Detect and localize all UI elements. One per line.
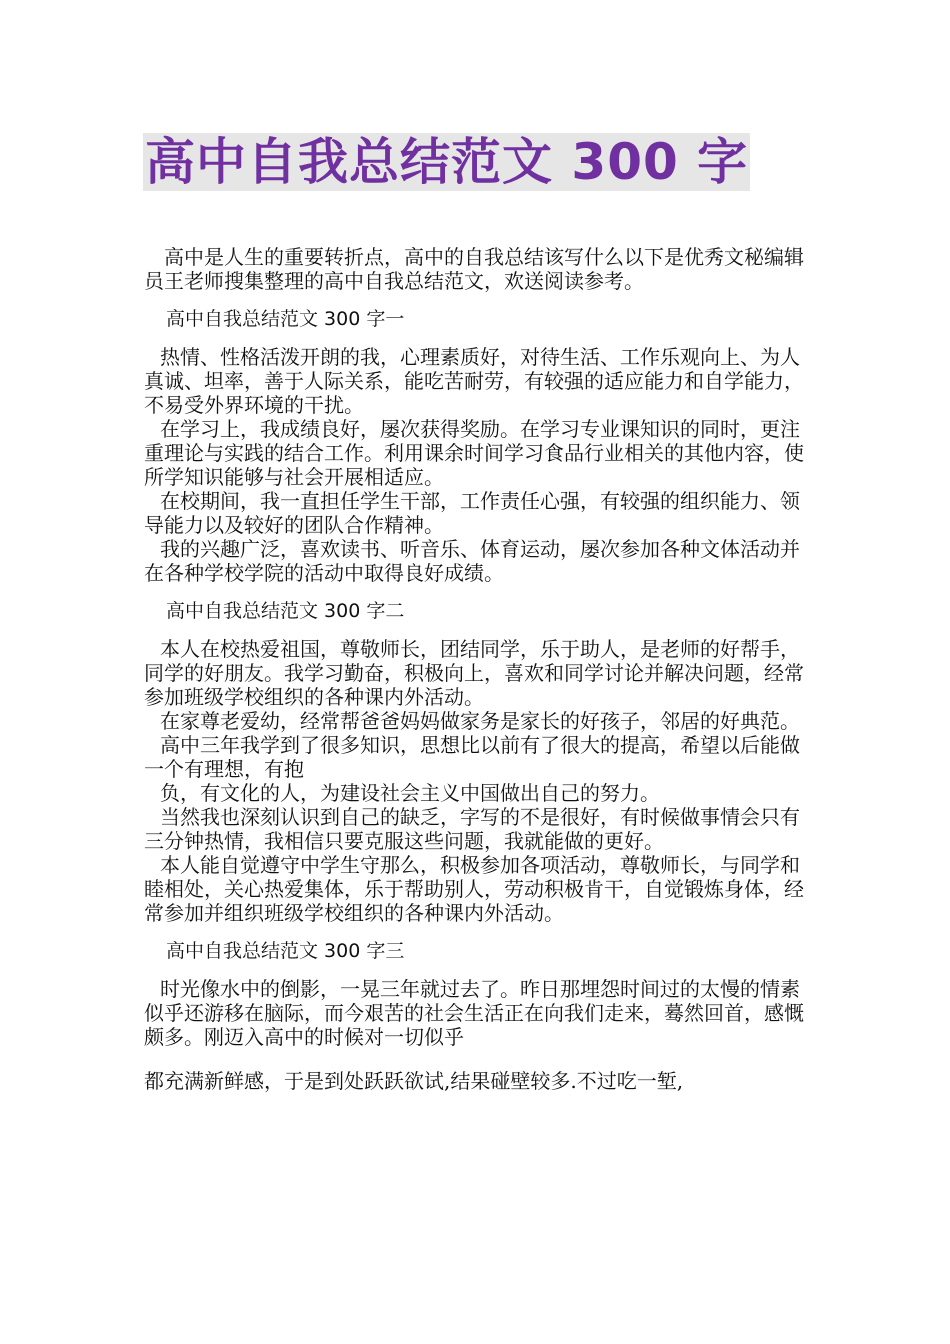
section-2-paragraph: 当然我也深刻认识到自己的缺乏，字写的不是很好，有时候做事情会只有三分钟热情，我相信只要克服这些问题，我就能做的更好。 bbox=[144, 805, 800, 853]
section-1-paragraph: 在校期间，我一直担任学生干部，工作责任心强，有较强的组织能力、领导能力以及较好的团队合作精神。 bbox=[144, 489, 800, 537]
section-3-paragraph: 时光像水中的倒影，一晃三年就过去了。昨日那埋怨时间过的太慢的情素似乎还游移在脑际，而今艰苦的社会生活正在向我们走来，蓦然回首，感慨颇多。刚迈入高中的时候对一切似乎 bbox=[144, 977, 804, 1049]
section-1-paragraph: 我的兴趣广泛，喜欢读书、听音乐、体育运动，屡次参加各种文体活动并在各种学校学院的活动中取得良好成绩。 bbox=[144, 537, 800, 585]
section-1-paragraph: 热情、性格活泼开朗的我，心理素质好，对待生活、工作乐观向上、为人真诚、坦率，善于人际关系，能吃苦耐劳，有较强的适应能力和自学能力，不易受外界环境的干扰。 bbox=[144, 345, 804, 417]
section-2-paragraph: 在家尊老爱幼，经常帮爸爸妈妈做家务是家长的好孩子，邻居的好典范。 bbox=[160, 709, 800, 733]
title-highlight bbox=[143, 133, 750, 191]
section-3-heading: 高中自我总结范文 300 字三 bbox=[166, 940, 405, 962]
section-1-paragraph: 在学习上，我成绩良好，屡次获得奖励。在学习专业课知识的同时，更注重理论与实践的结合工作。利用课余时间学习食品行业相关的其他内容，使所学知识能够与社会开展相适应。 bbox=[144, 417, 804, 489]
section-2-paragraph: 本人在校热爱祖国，尊敬师长，团结同学，乐于助人，是老师的好帮手，同学的好朋友。我学习勤奋，积极向上，喜欢和同学讨论并解决问题，经常参加班级学校组织的各种课内外活动。 bbox=[144, 637, 804, 709]
document-body bbox=[144, 245, 812, 1093]
document-title: 高中自我总结范文 300 字 bbox=[145, 133, 749, 191]
section-2-paragraph: 本人能自觉遵守中学生守那么，积极参加各项活动，尊敬师长，与同学和睦相处，关心热爱集体，乐于帮助别人，劳动积极肯干，自觉锻炼身体，经常参加并组织班级学校组织的各种课内外活动。 bbox=[144, 853, 804, 925]
section-3-paragraph: 都充满新鲜感，于是到处跃跃欲试,结果碰壁较多.不过吃一堑, bbox=[144, 1069, 684, 1093]
section-2-paragraph: 高中三年我学到了很多知识，思想比以前有了很大的提高，希望以后能做一个有理想，有抱 bbox=[144, 733, 800, 781]
intro-paragraph: 高中是人生的重要转折点，高中的自我总结该写什么以下是优秀文秘编辑员王老师搜集整理的高中自我总结范文，欢送阅读参考。 bbox=[144, 245, 804, 293]
section-2-paragraph: 负，有文化的人，为建设社会主义中国做出自己的努力。 bbox=[160, 781, 660, 805]
section-1-heading: 高中自我总结范文 300 字一 bbox=[166, 308, 405, 330]
section-2-heading: 高中自我总结范文 300 字二 bbox=[166, 600, 405, 622]
